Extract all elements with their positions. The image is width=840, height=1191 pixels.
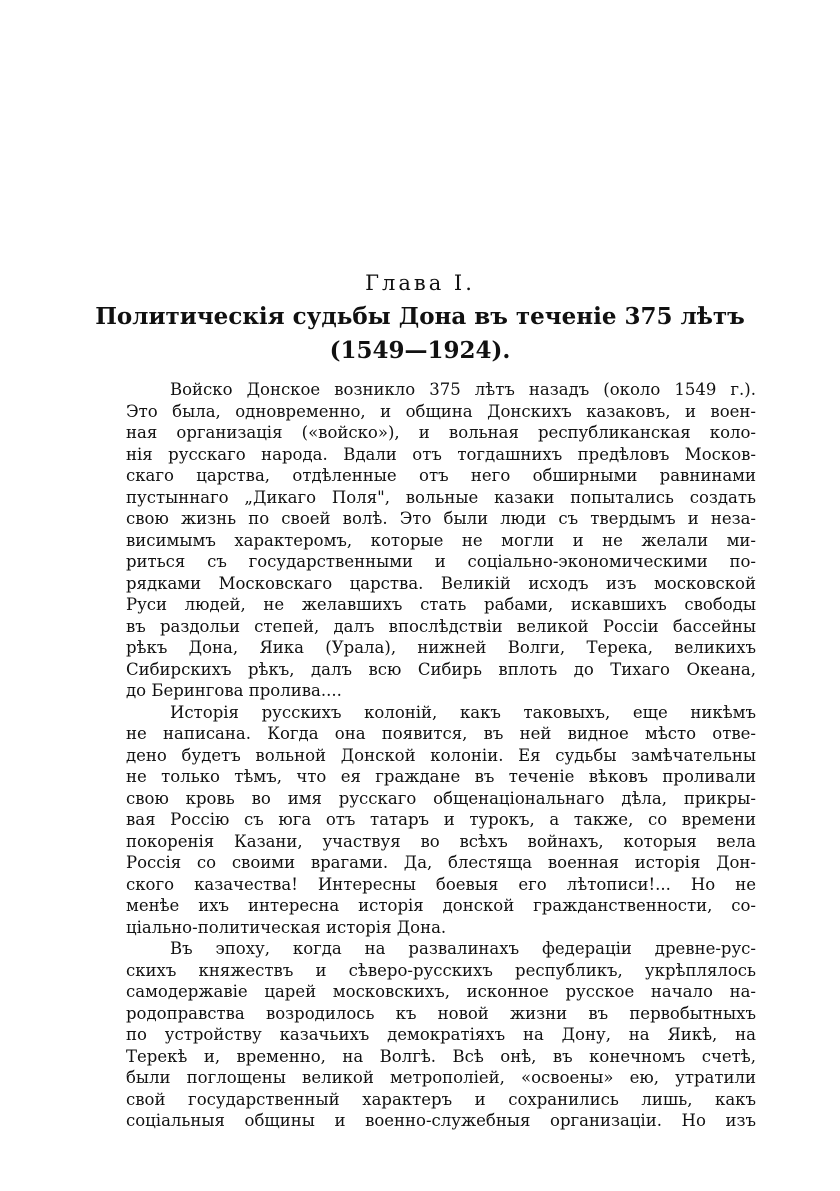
text-line: покоренія Казани, участвуя во всѣхъ войнахъ, которыя вела	[126, 831, 756, 851]
text-line: риться съ государственными и соціально-экономическими по-	[126, 552, 756, 571]
paragraph-2	[126, 702, 756, 939]
chapter-title	[0, 300, 840, 368]
text-line: рѣкъ Дона, Яика (Урала), нижней Волги, Терека, великихъ	[126, 638, 756, 657]
text-line: скаго царства, отдѣленные отъ него обширными равнинами	[126, 466, 756, 485]
text-line: Терекѣ и, временно, на Волгѣ. Всѣ онѣ, въ конечномъ счетѣ,	[126, 1046, 756, 1066]
text-line: рядками Московскаго царства. Великій исходъ изъ московской	[126, 573, 756, 593]
text-line: самодержавіе царей московскихъ, исконное русское начало на-	[126, 982, 756, 1001]
text-line: Руси людей, не желавшихъ стать рабами, искавшихъ свободы	[126, 595, 756, 614]
text-line: Это была, одновременно, и община Донскихъ казаковъ, и воен-	[126, 401, 756, 421]
text-line: не только тѣмъ, что ея граждане въ теченіе вѣковъ проливали	[126, 767, 756, 786]
text-line: нія русскаго народа. Вдали отъ тогдашнихъ предѣловъ Москов-	[126, 444, 756, 464]
text-line: Исторія русскихъ колоній, какъ таковыхъ, еще никѣмъ	[170, 702, 756, 722]
text-line: по устройству казачьихъ демократіяхъ на Дону, на Яикѣ, на	[126, 1025, 756, 1044]
text-line: до Берингова пролива....	[126, 681, 342, 700]
chapter-title-line-2: (1549—1924).	[329, 337, 511, 364]
text-line: ского казачества! Интересны боевыя его лѣтописи!... Но не	[126, 874, 756, 894]
text-line: Сибирскихъ рѣкъ, далъ всю Сибирь вплоть до Тихаго Океана,	[126, 659, 756, 679]
paragraph-1	[126, 379, 756, 702]
text-line: не написана. Когда она появится, въ ней видное мѣсто отве-	[126, 724, 756, 743]
text-line: висимымъ характеромъ, которые не могли и не желали ми-	[126, 530, 756, 550]
chapter-label: Глава I.	[365, 271, 475, 295]
text-line: ціально-политическая исторія Дона.	[126, 917, 447, 937]
text-line: ная организація («войско»), и вольная республиканская коло-	[126, 423, 756, 442]
text-line: вая Россію съ юга отъ татаръ и турокъ, а также, со времени	[126, 810, 756, 829]
text-line: соціальныя общины и военно-служебныя организаціи. Но изъ	[126, 1111, 756, 1130]
text-line: свою жизнь по своей волѣ. Это были люди съ твердымъ и неза-	[126, 509, 756, 528]
text-line: были поглощены великой метрополіей, «освоены» ею, утратили	[126, 1068, 756, 1087]
text-line: Россія со своими врагами. Да, блестяща военная исторія Дон-	[126, 853, 756, 872]
text-line: въ раздольи степей, далъ впослѣдствіи великой Россіи бассейны	[126, 616, 756, 636]
text-line: скихъ княжествъ и сѣверо-русскихъ республикъ, укрѣплялось	[126, 960, 756, 980]
text-line: свою кровь во имя русскаго общенаціональнаго дѣла, прикры-	[126, 788, 756, 808]
text-line: свой государственный характеръ и сохранились лишь, какъ	[126, 1089, 756, 1109]
chapter-title-line-1: Политическія судьбы Дона въ теченіе 375 лѣтъ	[95, 303, 745, 330]
text-line: пустыннаго „Дикаго Поля", вольные казаки попытались создать	[126, 487, 756, 507]
body-text	[126, 379, 756, 1132]
text-line: Войско Донское возникло 375 лѣтъ назадъ (около 1549 г.).	[170, 380, 756, 399]
paragraph-3	[126, 938, 756, 1132]
text-line: менѣе ихъ интересна исторія донской гражданственности, со-	[126, 896, 756, 915]
text-line: родоправства возродилось къ новой жизни въ первобытныхъ	[126, 1003, 756, 1023]
text-line: Въ эпоху, когда на развалинахъ федераціи древне-рус-	[170, 939, 756, 958]
text-line: дено будетъ вольной Донской колоніи. Ея судьбы замѣчательны	[126, 745, 756, 765]
